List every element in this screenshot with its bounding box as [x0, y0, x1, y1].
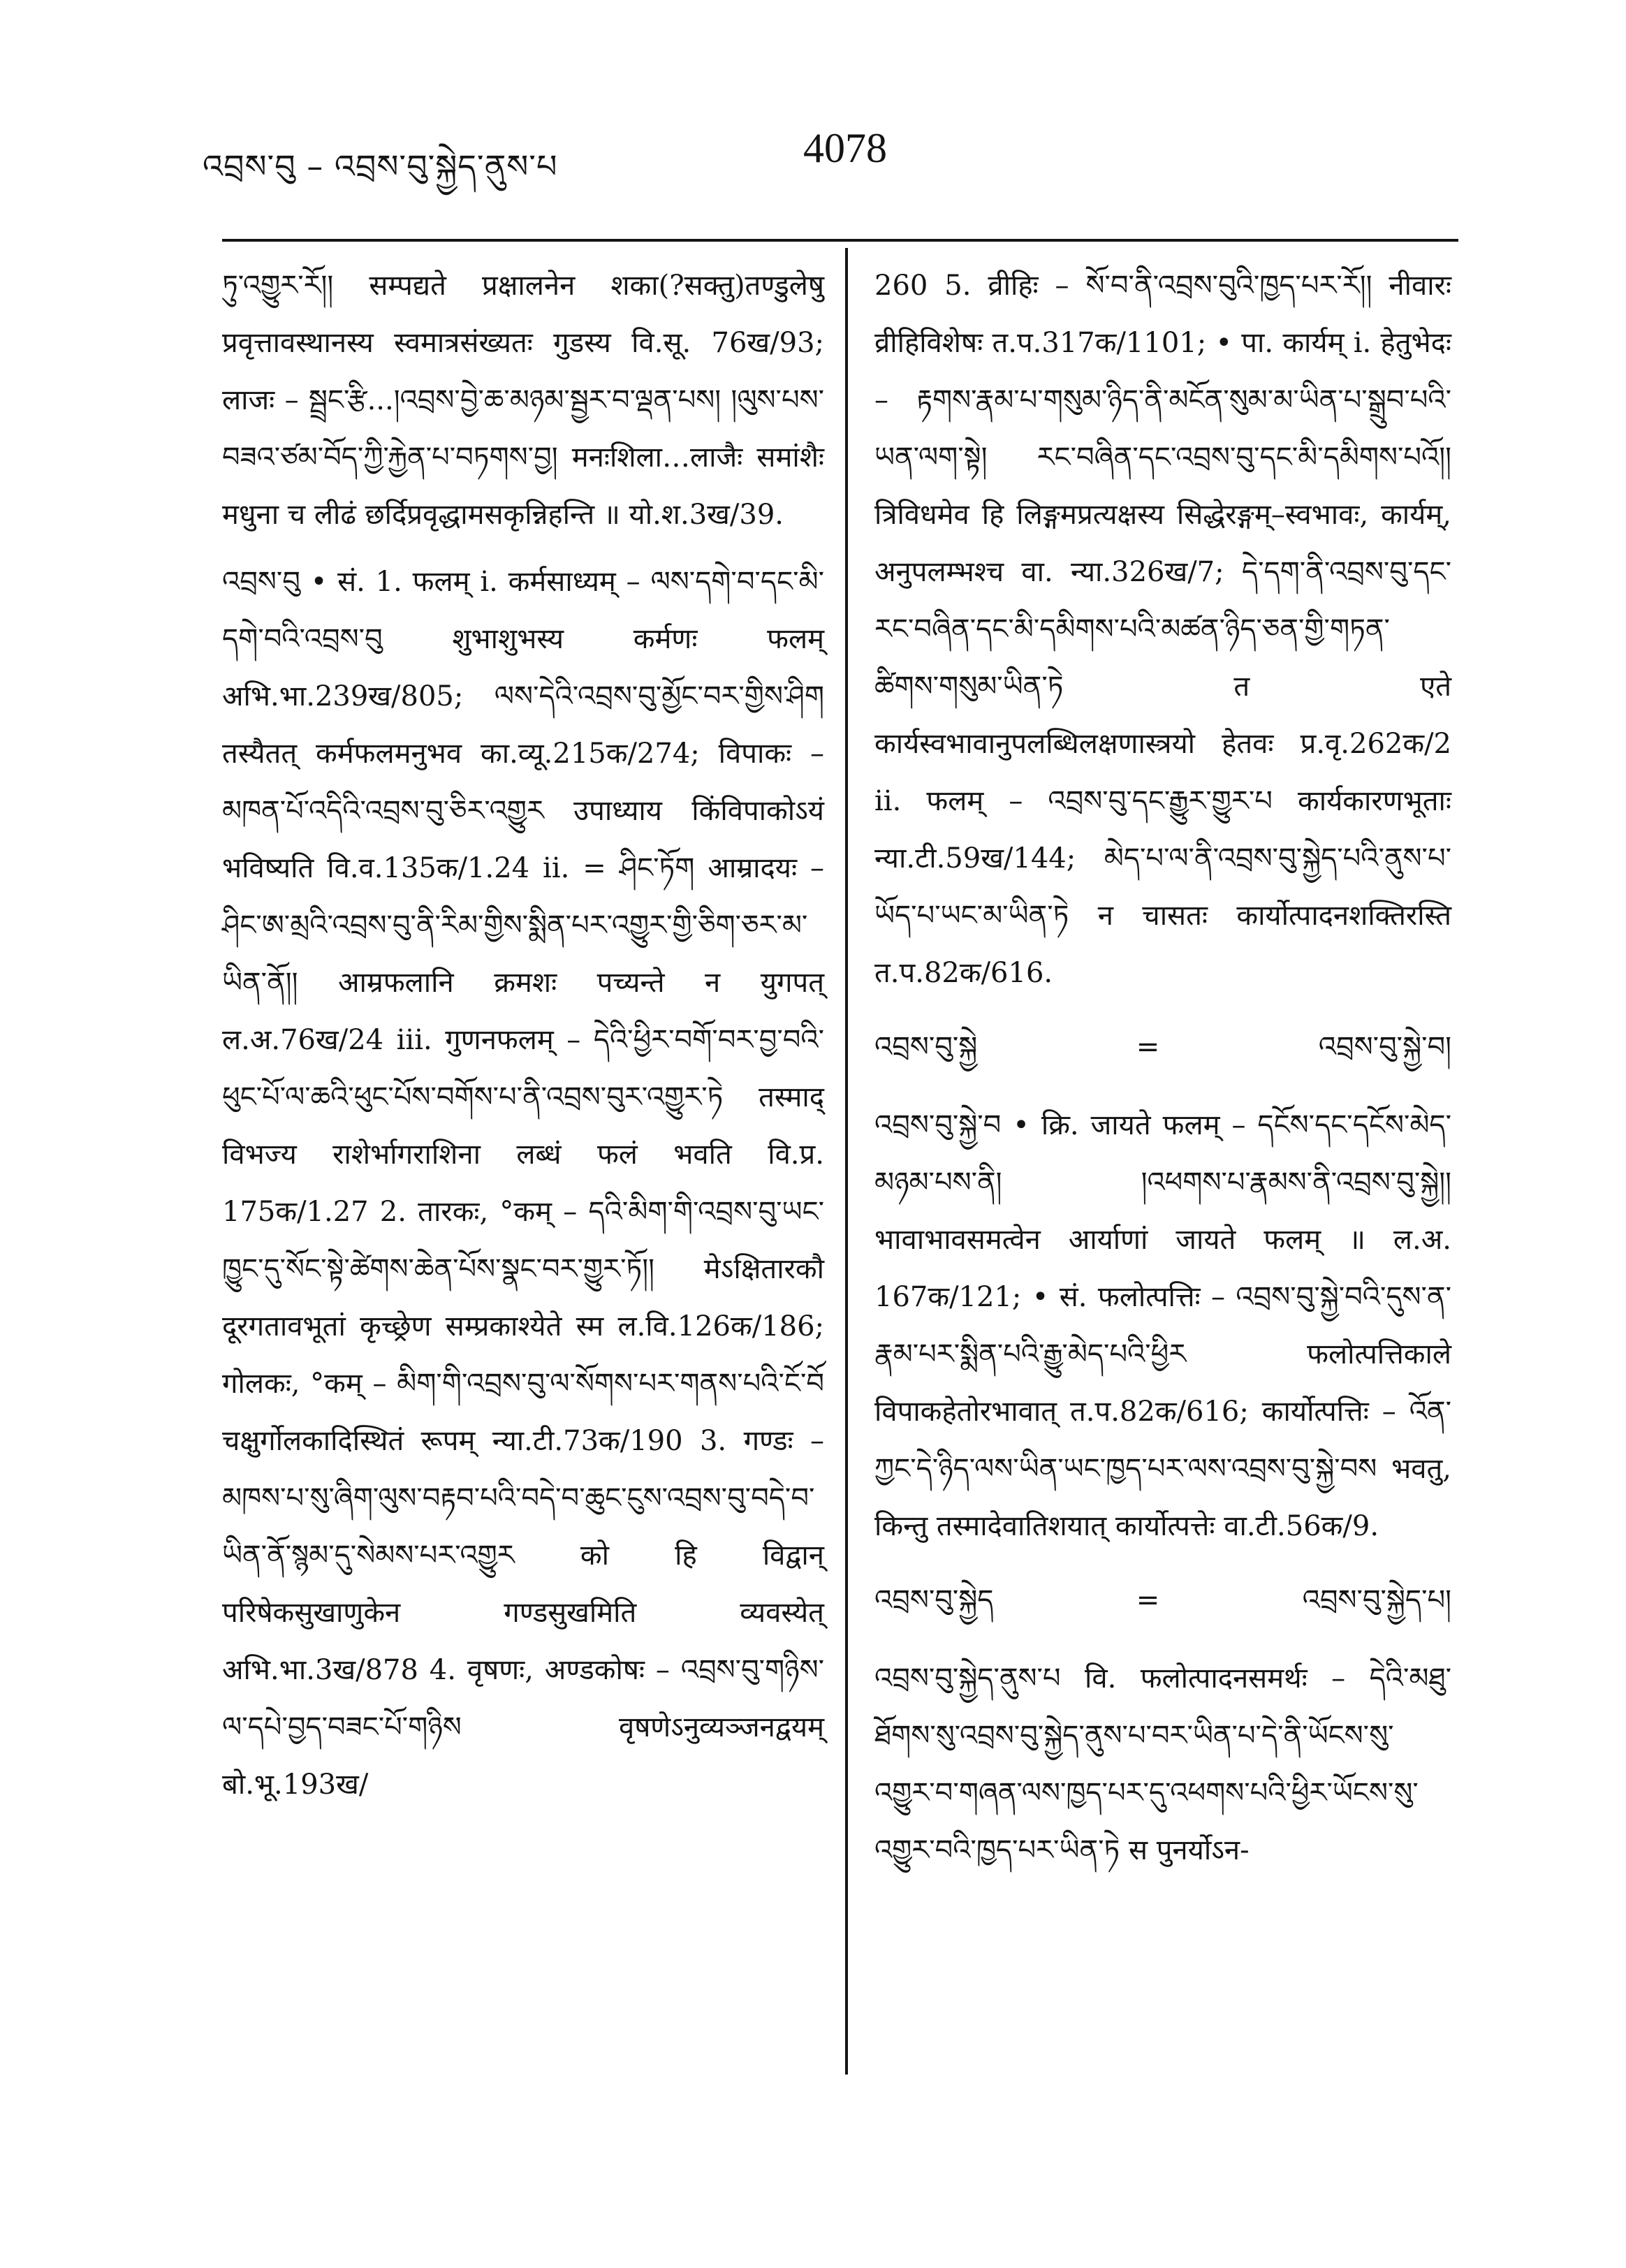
right-column — [874, 257, 1451, 1889]
column-divider — [845, 248, 848, 2075]
left-column — [222, 257, 824, 1823]
xref-term: འབྲས་བུ་སྐྱེད — [874, 1584, 994, 1616]
xref-target: འབྲས་བུ་སྐྱེད་པ། — [1302, 1584, 1451, 1616]
cross-reference — [874, 1018, 1451, 1076]
xref-equals: = — [1136, 1031, 1160, 1063]
entry-phala — [222, 553, 824, 1813]
entry-headword: འབྲས་བུ — [222, 566, 300, 598]
header-rule — [222, 239, 1458, 242]
cross-reference — [874, 1572, 1451, 1629]
entry-body: • सं. 1. फलम् i. कर्मसाध्यम् – ལས་དགེ་བ་དང་མི་དགེ་བའི་འབྲས་བུ शुभाशुभस्य कर्मणः फलम् अभि.भा.239ख/805; ལས་དེའི་འབྲས་བུ་མྱོང་བར་གྱིས་ཤིག तस्यैतत् कर्मफलमनुभव का.व्यू.215क/274; विपाकः – མཁན་པོ་འདིའི་འབྲས་བུ་ཅིར་འགྱུར उपाध्याय किंविपाकोऽयं भविष्यति वि.व.135क/1.24 ii. = ཤིང་ཏོག आम्रादयः – ཤིང་ཨ་མྲའི་འབྲས་བུ་ནི་རིམ་གྱིས་སྨིན་པར་འགྱུར་གྱི་ཅིག་ཅར་མ་ཡིན་ནོ།། आम्रफलानि क्रमशः पच्यन्ते न युगपत् ल.अ.76ख/24 iii. गुणनफलम् – དེའི་ཕྱིར་བགོ་བར་བྱ་བའི་ཕུང་པོ་ལ་ཆའི་ཕུང་པོས་བགོས་པ་ནི་འབྲས་བུར་འགྱུར་ཏེ तस्माद् विभज्य राशेर्भागराशिना लब्धं फलं भवति वि.प्र. 175क/1.27 2. तारकः, °कम् – དའི་མིག་གི་འབྲས་བུ་ཡང་ཁྱུང་དུ་སོང་སྟེ་ཚེགས་ཆེན་པོས་སྣང་བར་གྱུར་ཏོ།། मेऽक्षितारकौ दूरगतावभूतां कृच्छ्रेण सम्प्रकाश्येते स्म ल.वि.126क/186; गोलकः, °कम् – མིག་གི་འབྲས་བུ་ལ་སོགས་པར་གནས་པའི་ངོ་བོ चक्षुर्गोलकादिस्थितं रूपम् न्या.टी.73क/190 3. गण्डः – མཁས་པ་སུ་ཞིག་ལུས་བརྟབ་པའི་བདེ་བ་ཆུང་ངུས་འབྲས་བུ་བདེ་བ་ཡིན་ནོ་སྙམ་དུ་སེམས་པར་འགྱུར को हि विद्वान् परिषेकसुखाणुकेन गण्डसुखमिति व्यवस्येत् अभि.भा.3ख/878 4. वृषणः, अण्डकोषः – འབྲས་བུ་གཉིས་ལ་དཔེ་བྱད་བཟང་པོ་གཉིས वृषणेऽनुव्यञ्जनद्वयम् बो.भू.193ख/ — [222, 566, 824, 1801]
entry-body: • क्रि. जायते फलम् – དངོས་དང་དངོས་མེད་མཉམ་པས་ནི། །འཕགས་པ་རྣམས་ནི་འབྲས་བུ་སྐྱེ།། भावाभावसमत्वेन आर्याणां जायते फलम् ॥ ल.अ. 167क/121; • सं. फलोत्पत्तिः – འབྲས་བུ་སྐྱེ་བའི་དུས་ན་རྣམ་པར་སྨིན་པའི་རྒྱུ་མེད་པའི་ཕྱིར फलोत्पत्तिकाले विपाकहेतोरभावात् त.प.82क/616; कार्योत्पत्तिः – འོན་ཀྱང་དེ་ཉིད་ལས་ཡིན་ཡང་ཁྱད་པར་ལས་འབྲས་བུ་སྐྱེ་བས भवतु, किन्तु तस्मादेवातिशयात् कार्योत्पत्तेः वा.टी.56क/9. — [874, 1109, 1451, 1542]
entry-headword: འབྲས་བུ་སྐྱེད་ནུས་པ — [874, 1662, 1061, 1695]
entry-jayate-phalam — [874, 1097, 1451, 1555]
entry-headword: འབྲས་བུ་སྐྱེ་བ — [874, 1109, 1002, 1141]
running-head: འབྲས་བུ – འབྲས་བུ་སྐྱེད་ནུས་པ — [203, 147, 558, 185]
xref-target: འབྲས་བུ་སྐྱེ་བ། — [1318, 1031, 1451, 1063]
right-paragraph-continuation: 260 5. व्रीहिः – སོ་བ་ནི་འབྲས་བུའི་ཁྱད་པར་རོ།། नीवारः व्रीहिविशेषः त.प.317क/1101; • पा. कार्यम् i. हेतुभेदः – རྟགས་རྣམ་པ་གསུམ་ཉིད་ནི་མངོན་སུམ་མ་ཡིན་པ་སྒྲུབ་པའི་ཡན་ལག་སྟེ། རང་བཞིན་དང་འབྲས་བུ་དང་མི་དམིགས་པའོ།། त्रिविधमेव हि लिङ्गमप्रत्यक्षस्य सिद्धेरङ्गम्–स्वभावः, कार्यम्, अनुपलम्भश्च वा. न्या.326ख/7; དེ་དག་ནི་འབྲས་བུ་དང་རང་བཞིན་དང་མི་དམིགས་པའི་མཚན་ཉིད་ཅན་གྱི་གཏན་ཚིགས་གསུམ་ཡིན་ཏེ त एते कार्यस्वभावानुपलब्धिलक्षणास्त्रयो हेतवः प्र.वृ.262क/2 ii. फलम् – འབྲས་བུ་དང་རྒྱུར་གྱུར་པ कार्यकारणभूताः न्या.टी.59ख/144; མེད་པ་ལ་ནི་འབྲས་བུ་སྐྱེད་པའི་ནུས་པ་ཡོད་པ་ཡང་མ་ཡིན་ཏེ न चासतः कार्योत्पादनशक्तिरस्ति त.प.82क/616. — [874, 270, 1451, 989]
page-number: 4078 — [803, 125, 887, 171]
xref-equals: = — [1136, 1584, 1160, 1616]
entry-body: वि. फलोत्पादनसमर्थः – དེའི་མཐུ་ཐོགས་སུ་འབྲས་བུ་སྐྱེད་ནུས་པ་བར་ཡིན་པ་དེ་ནི་ཡོངས་སུ་འགྱུར་བ་གཞན་ལས་ཁྱད་པར་དུ་འཕགས་པའི་ཕྱིར་ཡོངས་སུ་འགྱུར་བའི་ཁྱད་པར་ཡིན་ཏེ स पुनर्योऽन- — [874, 1662, 1451, 1866]
left-paragraph-continuation: ཏུ་འགྱུར་རོ།། सम्पद्यते प्रक्षालनेन शका(?सक्तु)तण्डुलेषु प्रवृत्तावस्थानस्य स्वमात्रसंख्यतः गुडस्य वि.सू. 76ख/93; लाजः – སྦྲང་རྩི...།འབྲས་བྱེ་ཆ་མཉམ་སྦྱར་བ་ལྡན་པས། །ལུས་པས་བཟའ་ཙམ་བོད་ཀྱི་རྐྱེན་པ་བཏགས་བྱ། मनःशिला…लाजैः समांशैः मधुना च लीढं छर्दिप्रवृद्धामसकृन्निहन्ति ॥ यो.श.3ख/39. — [222, 270, 824, 531]
xref-term: འབྲས་བུ་སྐྱེ — [874, 1031, 978, 1063]
entry-phalotpadana — [874, 1650, 1451, 1879]
